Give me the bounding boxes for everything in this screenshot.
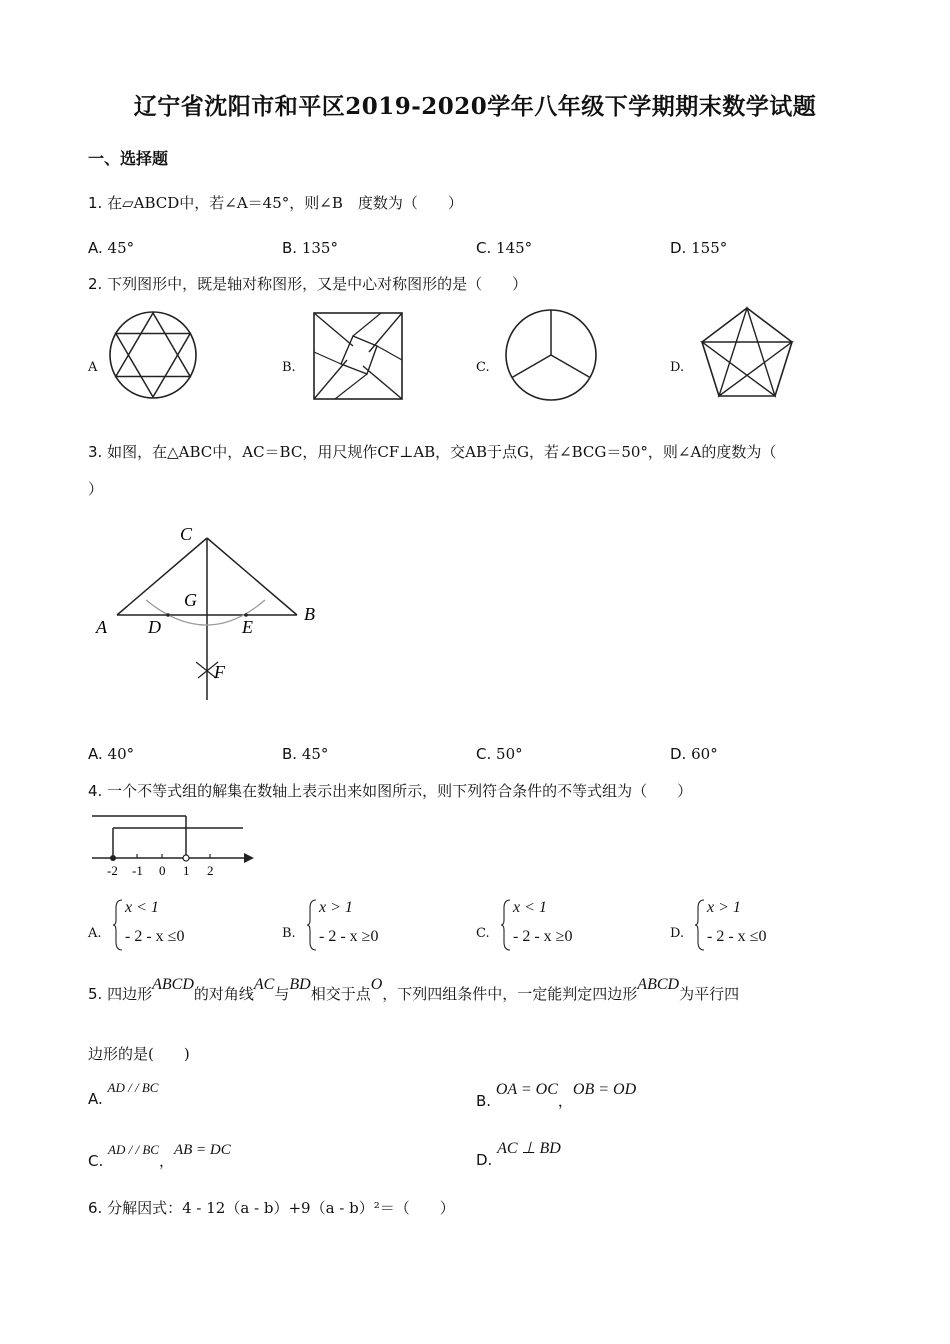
question-3 [88,441,776,462]
q4-option-b-label[interactable]: B. [282,926,296,941]
question-text: 四边形 [107,985,153,1003]
option-value: 45° [301,745,329,763]
tick-label: 2 [207,863,214,878]
brace-icon [500,898,512,952]
option-label: C. [476,239,492,257]
question-text: 的对角线 [193,985,254,1003]
tick-label: 1 [183,863,190,878]
tick-label: -1 [132,863,143,878]
pentagram-in-pentagon-figure [700,306,794,400]
label-b: B [304,604,315,624]
number-line-figure [88,812,258,882]
separator: ， [557,1092,573,1110]
option-label: D. [670,745,687,763]
question-text: 如图，在△ABC中，AC＝BC，用尺规作CF⊥AB，交AB于点G，若∠BCG＝50°，则∠A的度数为（ [107,443,777,461]
q5-option-a[interactable] [88,1080,159,1108]
q2-option-d-label[interactable]: D. [670,360,685,375]
question-number: 6. [88,1199,103,1217]
q2-option-b-label[interactable]: B. [282,360,296,375]
square-pinwheel-figure [313,312,403,400]
option-value: 50° [496,745,523,763]
option-value: AB = DC [173,1142,231,1158]
option-label: A. [88,239,103,257]
option-label: A. [88,745,103,763]
option-value: OA = OC [495,1081,558,1098]
option-label: B. [476,1092,492,1110]
question-text: ，下列四组条件中，一定能判定四边形 [382,985,638,1003]
q2-option-c-label[interactable]: C. [476,360,490,375]
q1-option-b[interactable] [282,239,338,257]
q1-option-c[interactable] [476,239,532,257]
option-value: AD / / BC [108,1142,159,1157]
question-text: 相交于点 [310,985,371,1003]
label-g: G [184,590,197,610]
option-label: C. [476,745,492,763]
inequality-line: - 2 - x ≤0 [707,928,767,945]
option-value: 145° [496,239,533,257]
q5-option-b[interactable] [476,1081,637,1111]
question-number: 2. [88,275,103,293]
question-text: 分解因式：4 - 12（a - b）+9（a - b）²＝（ ） [107,1199,455,1217]
inequality-line: - 2 - x ≤0 [125,928,185,945]
inequality-line: x > 1 [707,899,741,916]
q1-option-a[interactable] [88,239,134,257]
brace-icon [112,898,124,952]
label-d: D [148,617,161,637]
tick-label: 0 [159,863,166,878]
option-label: A. [88,1090,103,1108]
inequality-line: x > 1 [319,899,353,916]
option-value: 135° [301,239,338,257]
option-value: 60° [691,745,718,763]
question-number: 3. [88,443,103,461]
section-heading: 一、选择题 [88,149,169,168]
hexagram-in-circle-figure [108,310,198,400]
inequality-line: x < 1 [513,899,547,916]
question-3-continued: ） [88,480,104,498]
inequality-line: x < 1 [125,899,159,916]
question-number: 1. [88,194,103,212]
question-6 [88,1197,455,1218]
option-label: B. [282,239,298,257]
option-value: OB = OD [572,1081,637,1098]
option-label: B. [282,745,298,763]
question-number: 5. [88,985,103,1003]
option-label: D. [670,239,687,257]
label-c: C [180,524,193,544]
brace-icon [306,898,318,952]
question-1 [88,192,463,213]
tick-label: -2 [107,863,118,878]
math-ac: AC [253,976,275,993]
q5-option-d[interactable] [476,1140,561,1170]
inequality-line: - 2 - x ≥0 [319,928,379,945]
question-2 [88,273,527,294]
question-5-continued: 边形的是( ) [88,1045,190,1063]
q3-option-a[interactable] [88,745,134,763]
brace-icon [694,898,706,952]
q4-option-d-label[interactable]: D. [670,926,685,941]
q3-option-c[interactable] [476,745,523,763]
circle-three-sectors-figure [504,308,598,402]
q5-option-c[interactable] [88,1142,231,1171]
math-abcd: ABCD [152,976,194,993]
question-text: 下列图形中，既是轴对称图形，又是中心对称图形的是（ ） [107,275,528,293]
page-title: 辽宁省沈阳市和平区2019-2020学年八年级下学期期末数学试题 [133,93,817,120]
q2-option-a-label[interactable]: A [88,360,98,375]
q3-option-d[interactable] [670,745,718,763]
triangle-construction-figure [90,520,330,710]
inequality-line: - 2 - x ≥0 [513,928,573,945]
question-text: 一个不等式组的解集在数轴上表示出来如图所示，则下列符合条件的不等式组为（ ） [107,782,693,800]
math-o: O [370,976,383,993]
separator: ， [158,1152,174,1170]
option-value: AC ⊥ BD [497,1140,561,1157]
label-e: E [242,617,253,637]
question-text: 为平行四 [679,985,740,1003]
option-value: AD / / BC [107,1080,159,1095]
math-bd: BD [289,976,311,993]
question-number: 4. [88,782,103,800]
question-text: 与 [274,985,290,1003]
option-value: 45° [107,239,135,257]
label-f: F [214,662,225,682]
q4-option-c-label[interactable]: C. [476,926,490,941]
option-label: D. [476,1151,493,1169]
option-label: C. [88,1152,104,1170]
q3-option-b[interactable] [282,745,328,763]
label-a: A [96,617,107,637]
option-value: 155° [691,239,728,257]
question-5 [88,976,740,1004]
option-value: 40° [107,745,135,763]
question-text: 在▱ABCD中，若∠A＝45°，则∠B 度数为（ ） [107,194,463,212]
math-abcd: ABCD [637,976,680,993]
question-4 [88,780,692,801]
q1-option-d[interactable] [670,239,727,257]
q4-option-a-label[interactable]: A. [88,926,102,941]
